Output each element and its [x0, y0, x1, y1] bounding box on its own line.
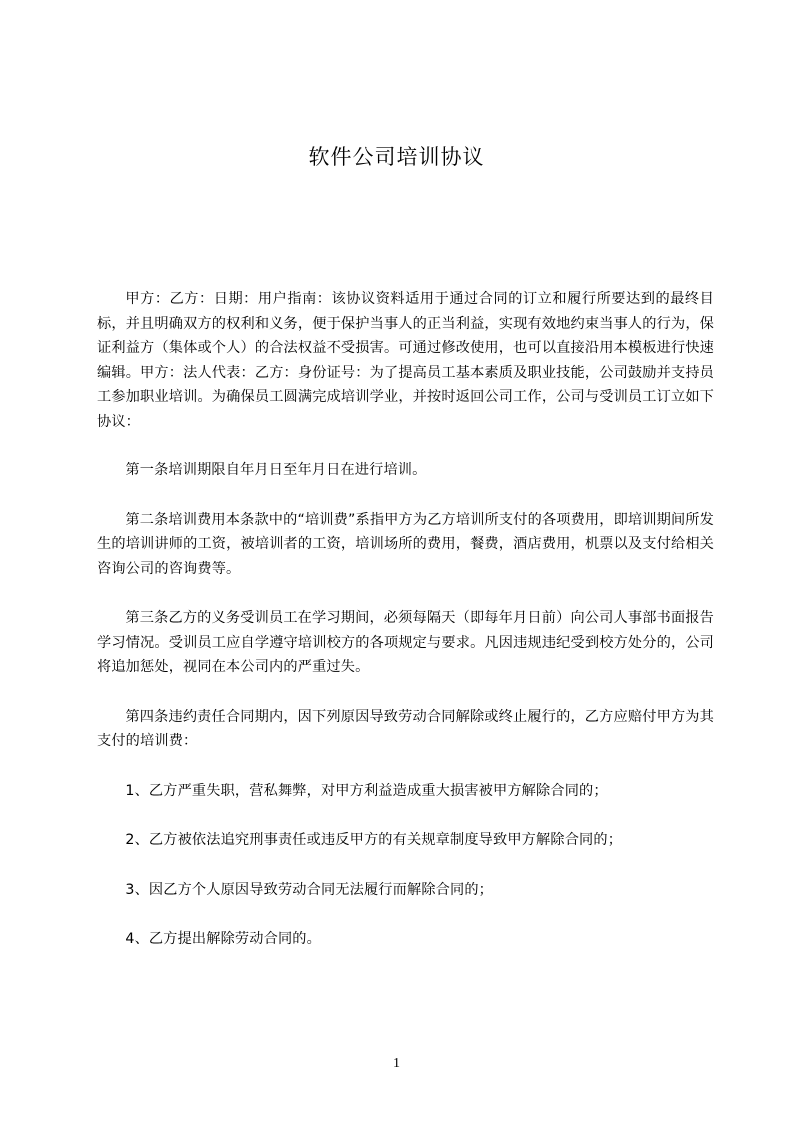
page-number: 1: [393, 1056, 400, 1071]
article-3-paragraph: 第三条乙方的义务受训员工在学习期间，必须每隔天（即每年月日前）向公司人事部书面报告学习情况。受训员工应自学遵守培训校方的各项规定与要求。凡因违规违纪受到校方处分的，公司将追加惩处，视同在本公司内的严重过失。: [97, 610, 714, 675]
article-4-paragraph: 第四条违约责任合同期内，因下列原因导致劳动合同解除或终止履行的，乙方应赔付甲方为其支付的培训费：: [97, 708, 714, 749]
clause-3-paragraph: 3、因乙方个人原因导致劳动合同无法履行而解除合同的；: [125, 881, 494, 898]
article-1-paragraph: 第一条培训期限自年月日至年月日在进行培训。: [125, 462, 427, 478]
document-body: [97, 287, 714, 977]
document-title: 软件公司培训协议: [308, 145, 485, 169]
clause-1-paragraph: 1、乙方严重失职，营私舞弊，对甲方利益造成重大损害被甲方解除合同的；: [125, 782, 608, 799]
article-2-paragraph: 第二条培训费用本条款中的“培训费”系指甲方为乙方培训所支付的各项费用，即培训期间所发生的培训讲师的工资，被培训者的工资，培训场所的费用，餐费，酒店费用，机票以及支付给相关咨询公司的咨询费等。: [97, 511, 714, 577]
clause-4-paragraph: 4、乙方提出解除劳动合同的。: [125, 931, 321, 947]
clause-2-paragraph: 2、乙方被依法追究刑事责任或违反甲方的有关规章制度导致甲方解除合同的；: [125, 832, 623, 848]
intro-paragraph: 甲方：乙方：日期：用户指南：该协议资料适用于通过合同的订立和履行所要达到的最终目标，并且明确双方的权利和义务，便于保护当事人的正当利益，实现有效地约束当事人的行为，保证利益方（集体或个人）的合法权益不受损害。可通过修改使用，也可以直接沿用本模板进行快速编辑。甲方：法人代表：乙方：身份证号：为了提高员工基本素质及职业技能，公司鼓励并支持员工参加职业培训。为确保员工圆满完成培训学业，并按时返回公司工作，公司与受训员工订立如下协议：: [97, 291, 714, 430]
